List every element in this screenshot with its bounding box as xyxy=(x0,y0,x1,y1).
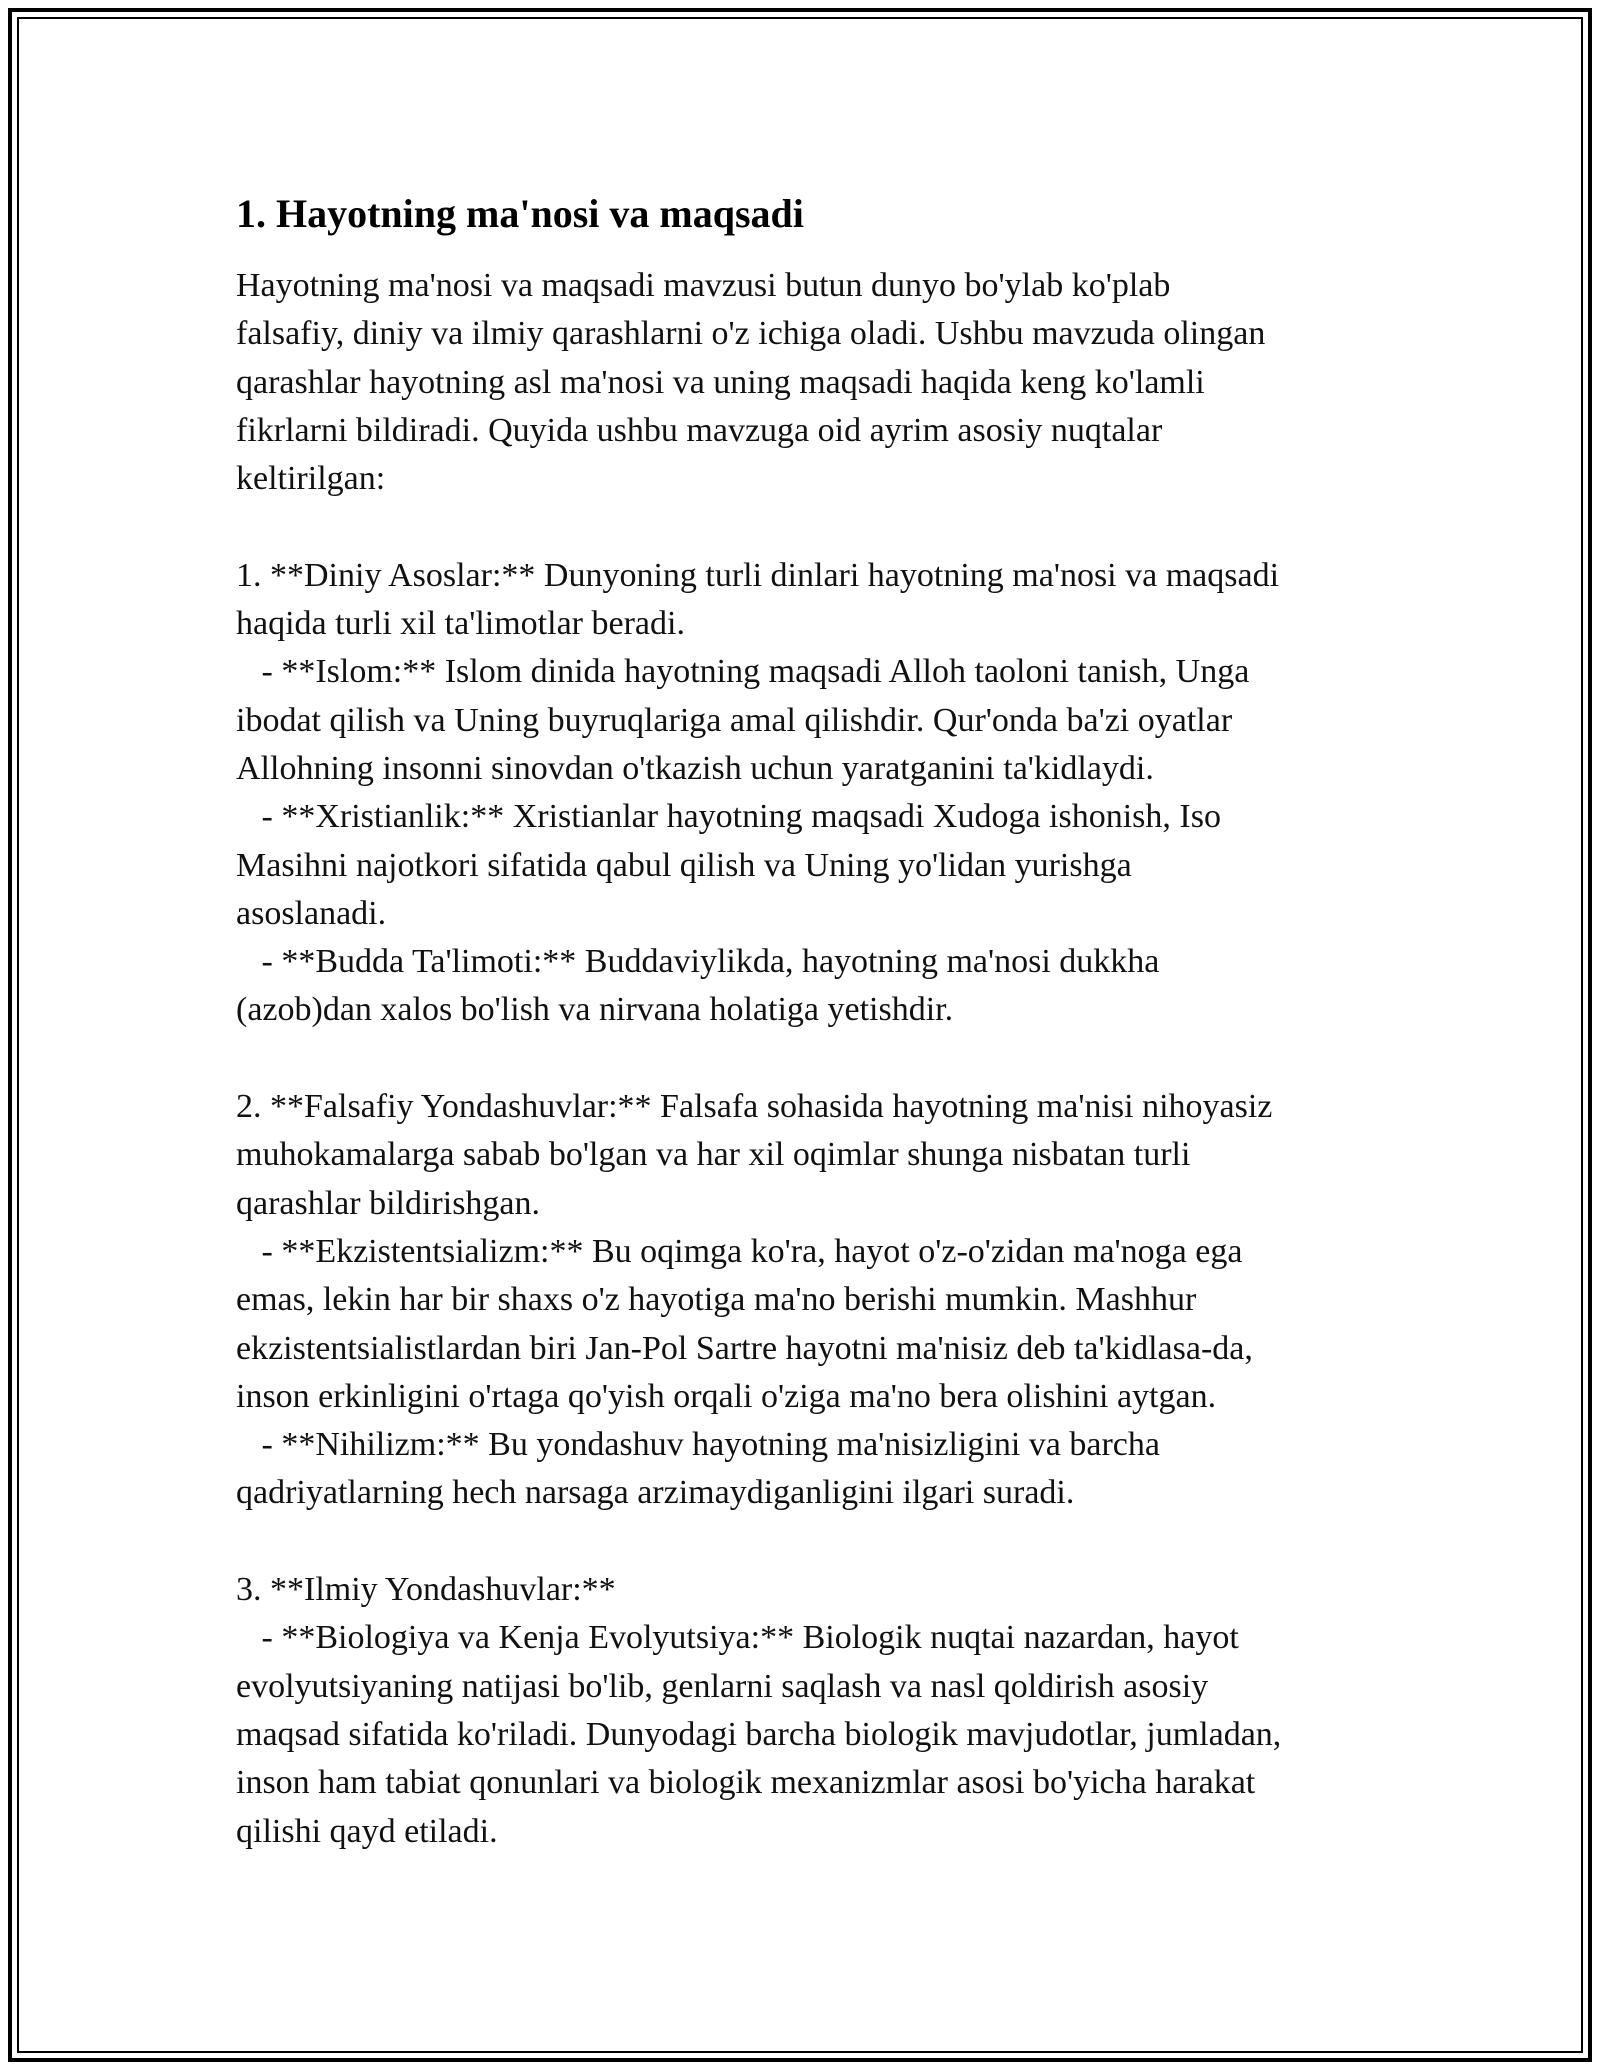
document-title: 1. Hayotning ma'nosi va maqsadi xyxy=(236,191,804,236)
document-content xyxy=(236,186,1376,1856)
document-body: Hayotning ma'nosi va maqsadi mavzusi butun dunyo bo'ylab ko'plab falsafiy, diniy va ilmiy qarashlarni o'z ichiga oladi. Ushbu mavzuda olingan qarashlar hayotning asl ma'nosi va uning maqsadi haqida keng ko'lamli fikrlarni bildiradi. Quyida ushbu mavzuga oid ayrim asosiy nuqtalar keltirilgan: 1. **Diniy Asoslar:** Dunyoning turli dinlari hayotning ma'nosi va maqsadi haqida turli xil ta'limotlar beradi. - **Islom:** Islom dinida hayotning maqsadi Alloh taoloni tanish, Unga ibodat qilish va Uning buyruqlariga amal qilishdir. Qur'onda ba'zi oyatlar Allohning insonni sinovdan o'tkazish uchun yaratganini ta'kidlaydi. - **Xristianlik:** Xristianlar hayotning maqsadi Xudoga ishonish, Iso Masihni najotkori sifatida qabul qilish va Uning yo'lidan yurishga asoslanadi. - **Budda Ta'limoti:** Buddaviylikda, hayotning ma'nosi dukkha (azob)dan xalos bo'lish va nirvana holatiga yetishdir. 2. **Falsafiy Yondashuvlar:** Falsafa sohasida hayotning ma'nisi nihoyasiz muhokamalarga sabab bo'lgan va har xil oqimlar shunga nisbatan turli qarashlar bildirishgan. - **Ekzistentsializm:** Bu oqimga ko'ra, hayot o'z-o'zidan ma'noga ega emas, lekin har bir shaxs o'z hayotiga ma'no berishi mumkin. Mashhur ekzistentsialistlardan biri Jan-Pol Sartre hayotni ma'nisiz deb ta'kidlasa-da, inson erkinligini o'rtaga qo'yish orqali o'ziga ma'no bera olishini aytgan. - **Nihilizm:** Bu yondashuv hayotning ma'nisizligini va barcha qadriyatlarning hech narsaga arzimaydiganligini ilgari suradi. 3. **Ilmiy Yondashuvlar:** - **Biologiya va Kenja Evolyutsiya:** Biologik nuqtai nazardan, hayot evolyutsiyaning natijasi bo'lib, genlarni saqlash va nasl qoldirish asosiy maqsad sifatida ko'riladi. Dunyodagi barcha biologik mavjudotlar, jumladan, inson ham tabiat qonunlari va biologik mexanizmlar asosi bo'yicha harakat qilishi qayd etiladi. xyxy=(236,267,1282,1850)
